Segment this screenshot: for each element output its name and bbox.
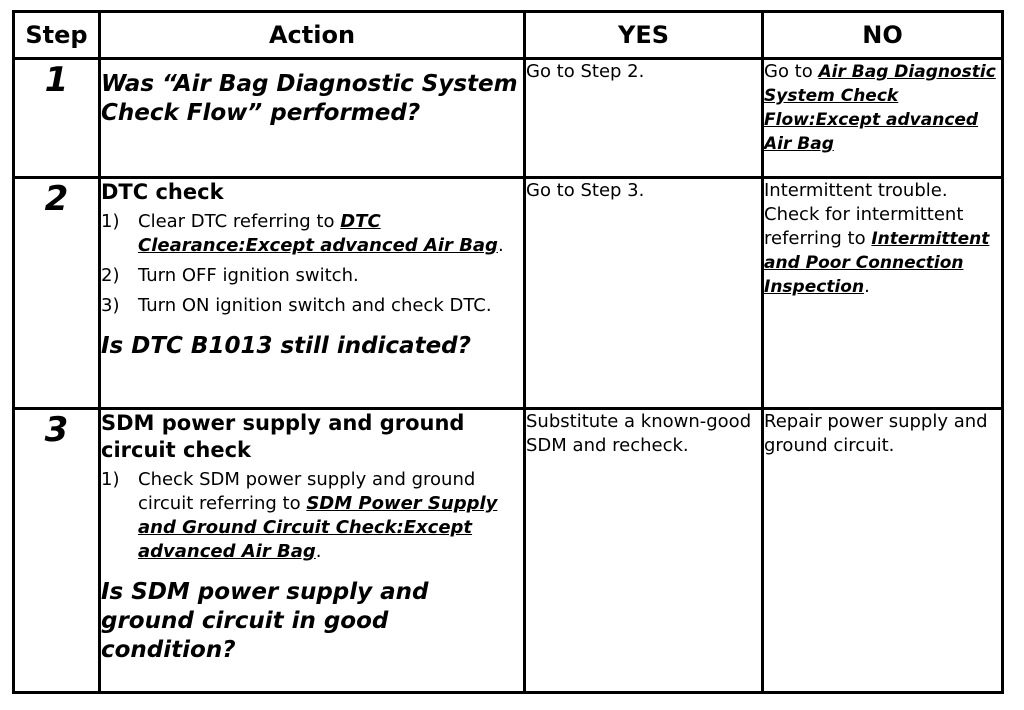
action-cell (100, 409, 525, 693)
list-item-number: 3) (101, 295, 120, 316)
list-item-number: 1) (101, 469, 120, 490)
action-cell (100, 59, 525, 178)
list-item-text: Clear DTC referring to (138, 211, 341, 232)
yes-text: Go to Step 3. (526, 180, 645, 201)
no-text: Repair power supply and ground circuit. (764, 411, 988, 456)
step-question: Is SDM power supply and ground circuit in good condition? (101, 579, 429, 663)
reference-link-intermittent-inspection[interactable]: Intermittent and Poor Connection Inspection (764, 229, 990, 297)
no-text: Intermittent trouble. Check for intermittent referring to (764, 180, 964, 249)
list-item-text: Check SDM power supply and ground circuit referring to (138, 469, 476, 514)
procedure-list (101, 210, 523, 318)
table-row (14, 178, 1003, 409)
header-no: NO (763, 12, 1003, 59)
no-cell (763, 409, 1003, 693)
diagnostic-table (12, 10, 1004, 694)
header-yes: YES (525, 12, 763, 59)
reference-link-air-bag-check-flow[interactable]: Air Bag Diagnostic System Check Flow:Except advanced Air Bag (764, 62, 996, 154)
step-title: SDM power supply and ground circuit check (101, 411, 465, 462)
list-item-number: 1) (101, 211, 120, 232)
no-text-end: . (864, 276, 870, 297)
yes-cell (525, 409, 763, 693)
list-item (101, 210, 523, 258)
list-item (101, 294, 523, 318)
step-number: 3 (14, 409, 100, 693)
procedure-list (101, 468, 523, 564)
header-row (14, 12, 1003, 59)
yes-cell (525, 59, 763, 178)
step-number: 1 (14, 59, 100, 178)
list-item (101, 468, 523, 564)
no-cell (763, 178, 1003, 409)
list-item-text: Turn ON ignition switch and check DTC. (138, 295, 492, 316)
header-action: Action (100, 12, 525, 59)
header-step: Step (14, 12, 100, 59)
list-item-text: Turn OFF ignition switch. (138, 265, 359, 286)
no-cell (763, 59, 1003, 178)
list-item-text-end: . (497, 235, 504, 256)
yes-text: Substitute a known-good SDM and recheck. (526, 411, 752, 456)
action-cell (100, 178, 525, 409)
step-question: Is DTC B1013 still indicated? (101, 333, 471, 359)
step-number: 2 (14, 178, 100, 409)
yes-text: Go to Step 2. (526, 61, 645, 82)
step-title: DTC check (101, 180, 224, 204)
table-row (14, 409, 1003, 693)
reference-link-dtc-clearance[interactable]: DTC Clearance:Except advanced Air Bag (138, 211, 498, 256)
no-text: Go to (764, 61, 819, 82)
table-row (14, 59, 1003, 178)
list-item-number: 2) (101, 265, 120, 286)
step-question: Was “Air Bag Diagnostic System Check Flow” performed? (101, 71, 518, 126)
list-item (101, 264, 523, 288)
yes-cell (525, 178, 763, 409)
list-item-text-end: . (315, 541, 322, 562)
reference-link-sdm-power-supply-check[interactable]: SDM Power Supply and Ground Circuit Check:Except advanced Air Bag (138, 493, 498, 562)
